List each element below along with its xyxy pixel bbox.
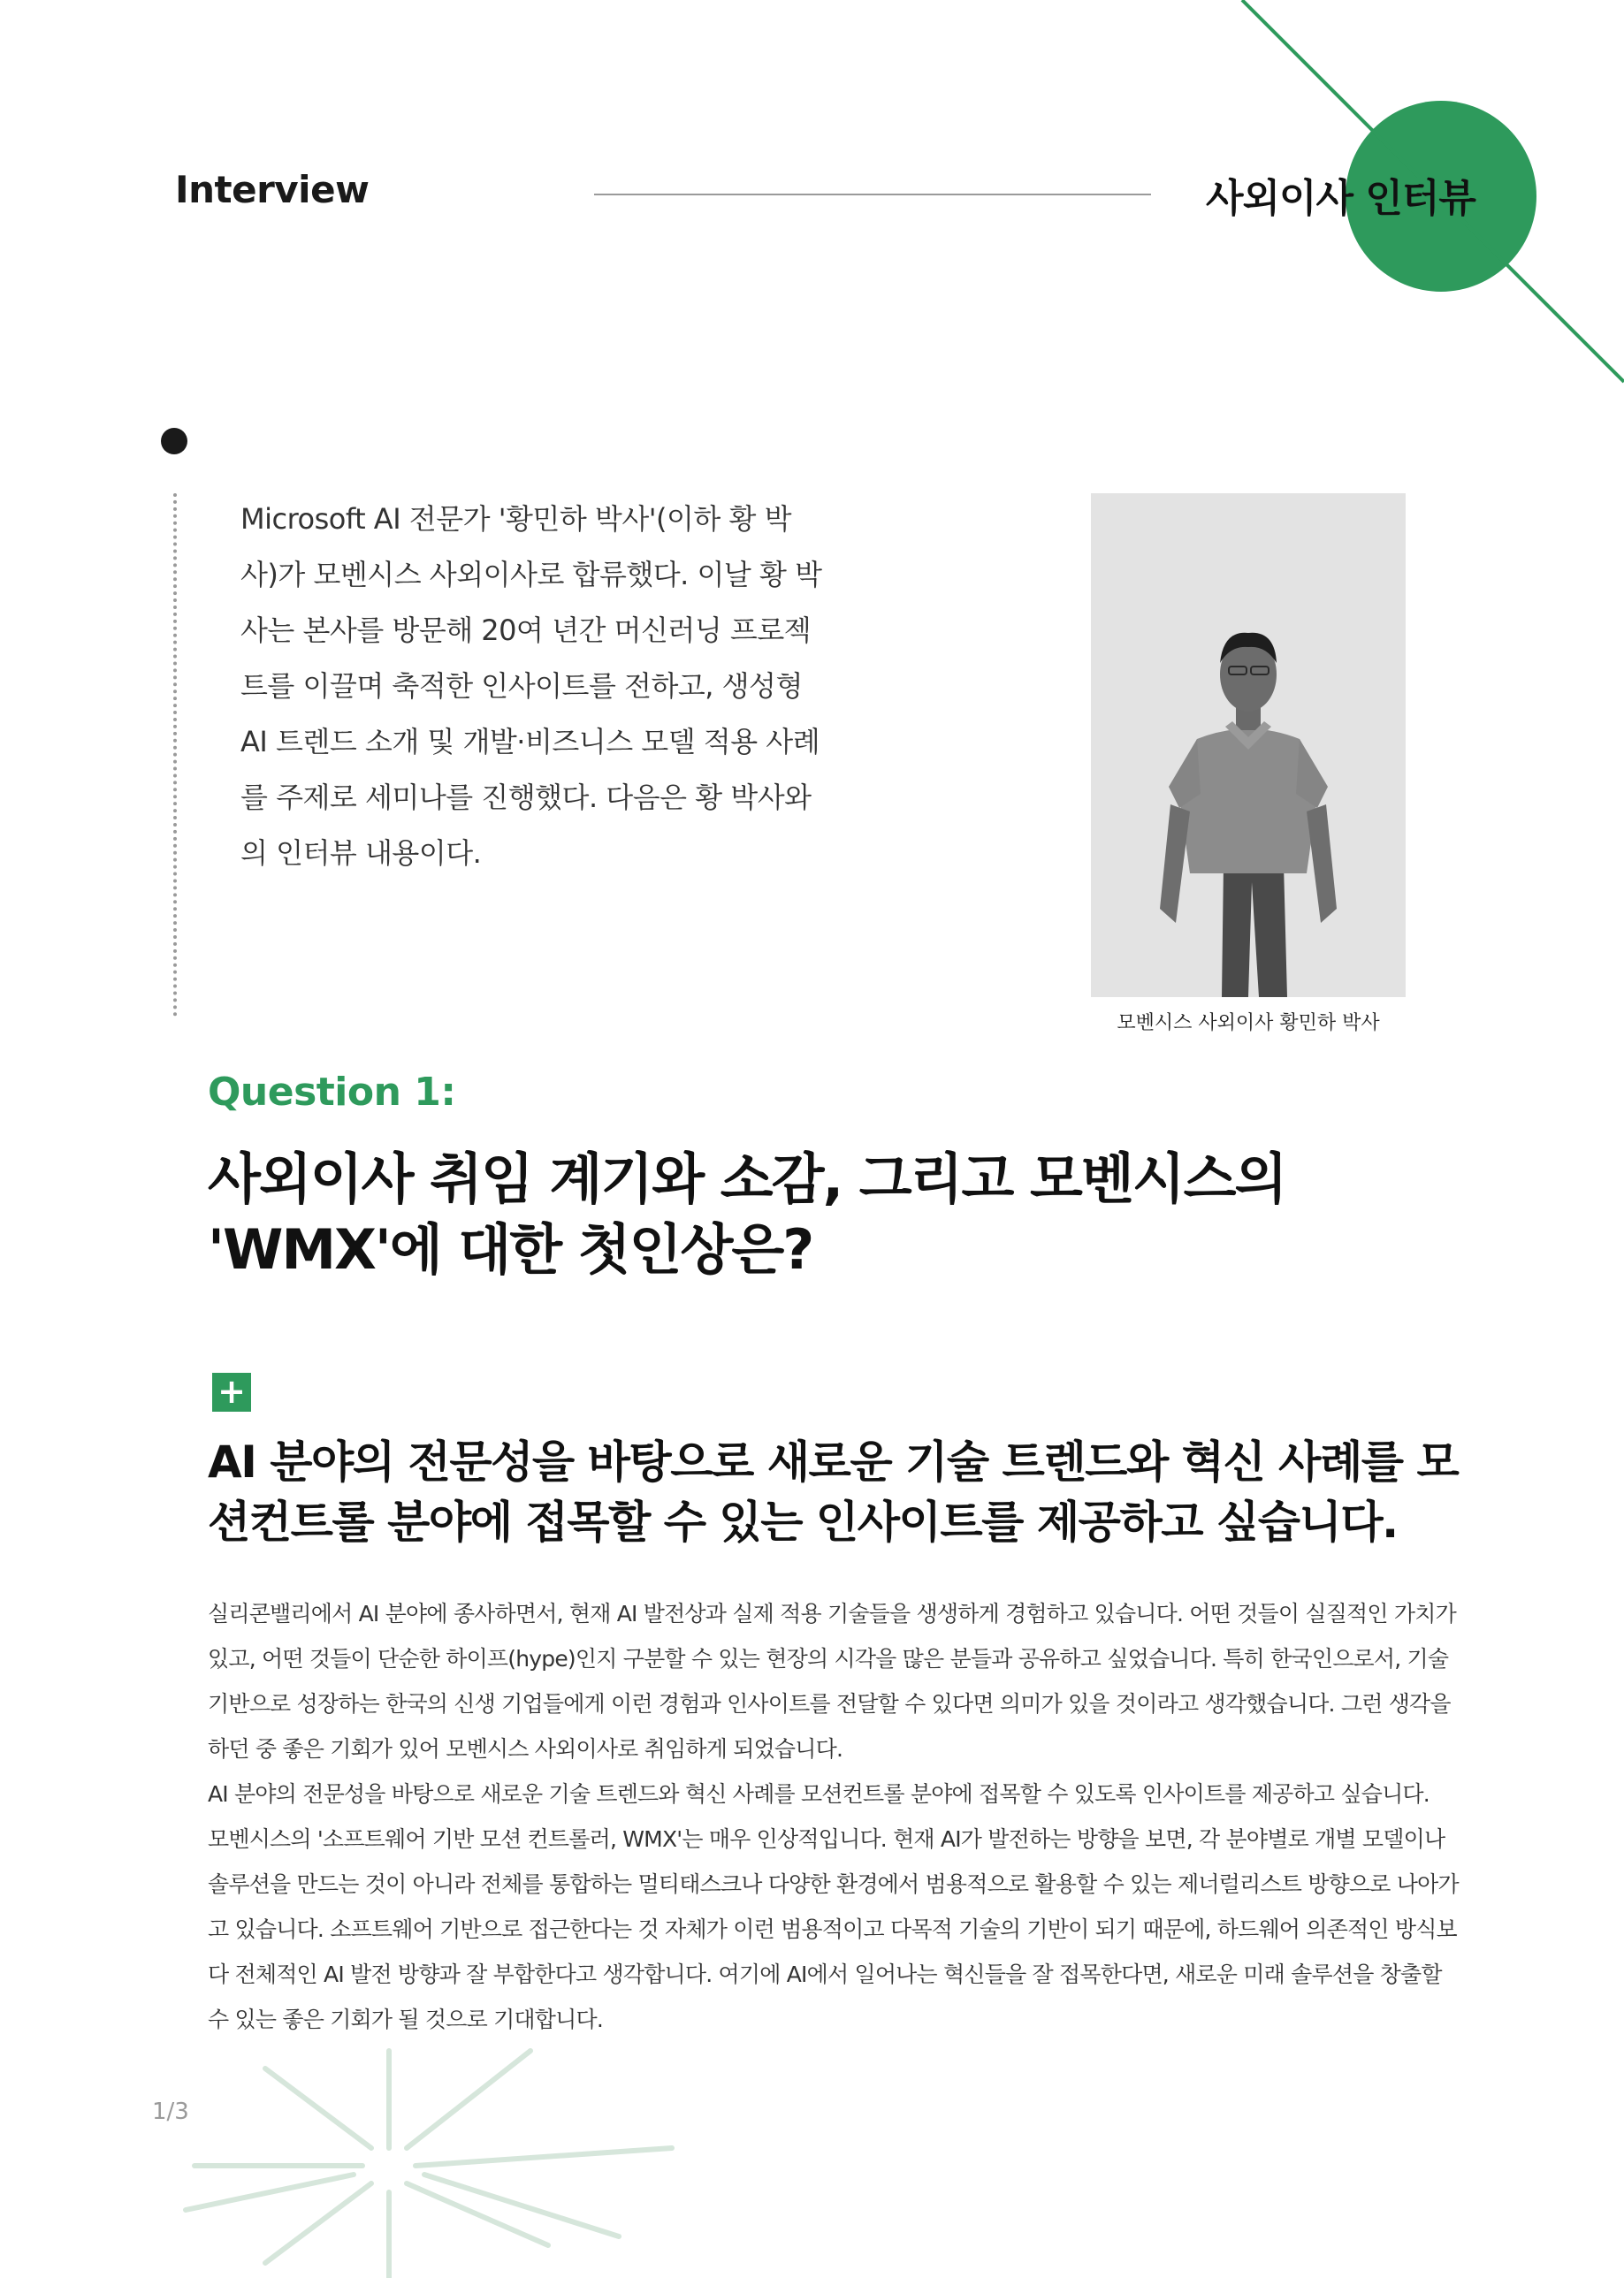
intro-dotted-line	[173, 493, 177, 1017]
burst-decoration	[0, 2033, 796, 2278]
portrait-photo	[1091, 493, 1406, 997]
person-illustration	[1091, 493, 1406, 997]
question-label: Question 1:	[208, 1070, 456, 1115]
answer-paragraph: 모벤시스의 '소프트웨어 기반 모션 컨트롤러, WMX'는 매우 인상적입니다. 현재 AI가 발전하는 방향을 보면, 각 분야별로 개별 모델이나 솔루션을 만드는 것이 아니라 전체를 통합하는 멀티태스크나 다양한 환경에서 범용적으로 활용할 수 있는 제너럴리스트 방향으로 나아가고 있습니다. 소프트웨어 기반으로 접근한다는 것 자체가 이런 범용적이고 다목적 기술의 기반이 되기 때문에, 하드웨어 의존적인 방식보다 전체적인 AI 발전 방향과 잘 부합한다고 생각합니다. 여기에 AI에서 일어나는 혁신들을 잘 접목한다면, 새로운 미래 솔루션을 창출할 수 있는 좋은 기회가 될 것으로 기대합니다.	[208, 1826, 1459, 2032]
photo-caption: 모벤시스 사외이사 황민하 박사	[1117, 1012, 1380, 1034]
answer-body	[208, 1591, 1463, 2042]
intro-paragraph: Microsoft AI 전문가 '황민하 박사'(이하 황 박사)가 모벤시스 사외이사로 합류했다. 이날 황 박사는 본사를 방문해 20여 년간 머신러닝 프로젝트를 이끌며 축적한 인사이트를 전하고, 생성형 AI 트렌드 소개 및 개발·비즈니스 모델 적용 사례를 주제로 세미나를 진행했다. 다음은 황 박사와의 인터뷰 내용이다.	[240, 502, 822, 870]
page-number: 1/3	[152, 2099, 189, 2125]
intro-bullet-icon	[161, 428, 187, 454]
answer-paragraph: AI 분야의 전문성을 바탕으로 새로운 기술 트렌드와 혁신 사례를 모션컨트롤 분야에 접목할 수 있도록 인사이트를 제공하고 싶습니다.	[208, 1781, 1430, 1807]
answer-paragraph: 실리콘밸리에서 AI 분야에 종사하면서, 현재 AI 발전상과 실제 적용 기술들을 생생하게 경험하고 있습니다. 어떤 것들이 실질적인 가치가 있고, 어떤 것들이 단순한 하이프(hype)인지 구분할 수 있는 현장의 시각을 많은 분들과 공유하고 싶었습니다. 특히 한국인으로서, 기술 기반으로 성장하는 한국의 신생 기업들에게 이런 경험과 인사이트를 전달할 수 있다면 의미가 있을 것이라고 생각했습니다. 그런 생각을 하던 중 좋은 기회가 있어 모벤시스 사외이사로 취임하게 되었습니다.	[208, 1601, 1456, 1762]
plus-icon: +	[212, 1373, 251, 1412]
header-title: Interview	[175, 168, 370, 211]
section-label: 사외이사 인터뷰	[1206, 176, 1475, 221]
answer-heading: AI 분야의 전문성을 바탕으로 새로운 기술 트렌드와 혁신 사례를 모션컨트롤 분야에 접목할 수 있는 인사이트를 제공하고 싶습니다.	[208, 1436, 1459, 1548]
question-heading: 사외이사 취임 계기와 소감, 그리고 모벤시스의 'WMX'에 대한 첫인상은?	[208, 1147, 1286, 1282]
